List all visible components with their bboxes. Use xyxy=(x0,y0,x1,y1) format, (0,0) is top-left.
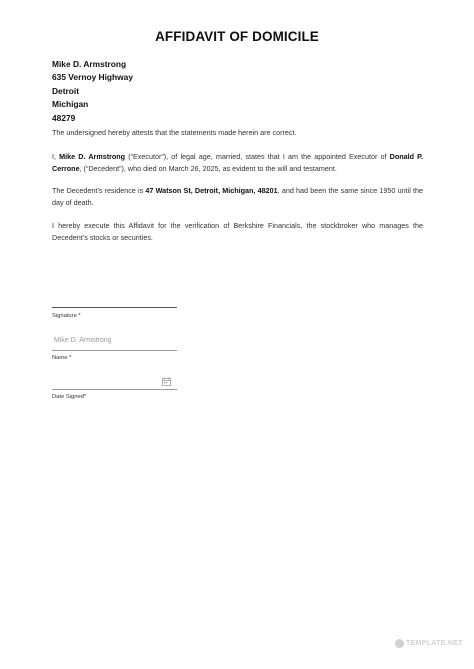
verification-paragraph xyxy=(52,220,423,244)
residence-text-a: The Decedent’s residence is xyxy=(52,186,146,195)
attestation-text: The undersigned hereby attests that the statements made herein are correct. xyxy=(52,128,297,137)
document-title: AFFIDAVIT OF DOMICILE xyxy=(155,29,319,44)
watermark-logo-icon xyxy=(395,639,404,648)
residence-address: 47 Watson St, Detroit, Michigan, 48201 xyxy=(145,186,278,195)
signature-label: Signature * xyxy=(52,313,81,319)
address-name: Mike D. Armstrong xyxy=(52,59,127,69)
executor-name: Mike D. Armstrong xyxy=(59,152,126,161)
executor-text-b: (“Executor”), of legal age, married, states that I am the appointed Executor of xyxy=(125,152,390,161)
residence-text-b: , and had been the same since 1950 until the day of death. xyxy=(52,186,423,207)
date-label: Date Signed* xyxy=(52,394,87,400)
executor-text-a: I, xyxy=(52,152,60,161)
name-label: Name * xyxy=(52,355,72,361)
residence-paragraph xyxy=(52,185,423,209)
date-field-line[interactable] xyxy=(52,389,177,390)
executor-paragraph xyxy=(52,151,423,175)
executor-text-c: , (“Decedent”), who died on March 26, 2025, as evident to the will and testament. xyxy=(79,163,337,173)
address-block xyxy=(52,58,133,125)
attestation-paragraph xyxy=(52,127,423,139)
verification-text: I hereby execute this Affidavit for the verification of Berkshire Financials, the stockbroker who manages the Decedent’s stocks or securities. xyxy=(52,221,423,242)
address-city: Detroit xyxy=(52,85,79,96)
name-field-line[interactable] xyxy=(52,350,177,351)
watermark-text: TEMPLATE.NET xyxy=(406,640,463,647)
signature-line[interactable] xyxy=(52,307,177,308)
address-street: 635 Vernoy Highway xyxy=(52,72,133,83)
calendar-icon[interactable] xyxy=(162,377,171,386)
address-state: Michigan xyxy=(52,99,89,110)
name-field-value[interactable]: Mike D. Armstrong xyxy=(54,337,112,344)
address-zip: 48279 xyxy=(52,112,76,123)
decedent-name: Donald P. Cerrone xyxy=(52,152,423,173)
